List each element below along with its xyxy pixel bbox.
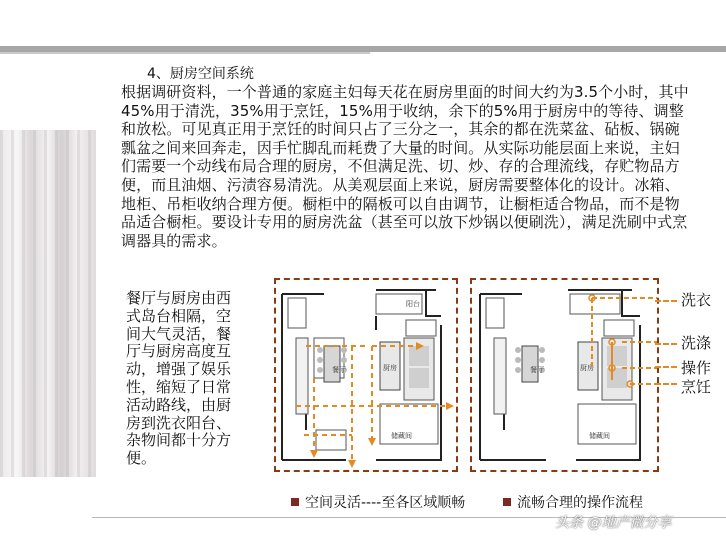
side-description: 餐厅与厨房由西式岛台相隔，空间大气灵活，餐厅与厨房高度互动，增强了娱乐性，缩短了日常活动路线，由厨房到洗衣阳台、杂物间都十分方便。 bbox=[126, 289, 232, 468]
section-title: 4、厨房空间系统 bbox=[147, 66, 254, 82]
flow-label-washing: 洗涤 bbox=[681, 334, 712, 352]
flow-label-laundry: 洗衣 bbox=[681, 291, 712, 309]
plan-left-balcony-label: 阳台 bbox=[406, 300, 420, 308]
caption-left-text: 空间灵活----至各区域顺畅 bbox=[305, 495, 466, 511]
curtain-folds bbox=[0, 130, 96, 477]
caption-right-text: 流畅合理的操作流程 bbox=[517, 495, 643, 511]
flow-arrow-washing bbox=[655, 343, 677, 345]
caption-left bbox=[291, 494, 465, 512]
plan-left-dining-label: 餐厅 bbox=[332, 366, 346, 374]
flow-arrow-operation bbox=[655, 366, 677, 368]
caption-right bbox=[503, 494, 643, 512]
plan-right-storage-label: 储藏间 bbox=[589, 432, 610, 440]
floor-plan-left bbox=[274, 278, 458, 472]
main-paragraph: 根据调研资料，一个普通的家庭主妇每天花在厨房里面的时间大约为3.5个小时，其中45%用于清洗，35%用于烹饪，15%用于收纳，余下的5%用于厨房中的等待、调整和放松。可见真正用于烹饪的时间只占了三分之一，其余的都在洗菜盆、砧板、锅碗瓢盆之间来回奔走，因手忙脚乱而耗费了大量的时间。从实际功能层面上来说，主妇们需要一个动线布局合理的厨房，不但满足洗、切、炒、存的合理流线，存贮物品方便，而且油烟、污渍容易清洗。从美观层面上来说，厨房需要整体化的设计。冰箱、地柜、吊柜收纳合理方便。橱柜中的隔板可以自由调节，让橱柜适合物品，而不是物品适合橱柜。要设计专用的厨房洗盆（甚至可以放下炒锅以便刷洗），满足洗刷中式烹调器具的需求。 bbox=[121, 83, 689, 250]
flow-label-cooking: 烹饪 bbox=[681, 378, 712, 396]
plan-right-dining-label: 餐厅 bbox=[530, 366, 544, 374]
caption-bullet-icon bbox=[503, 498, 511, 506]
plan-left-kitchen-label: 厨房 bbox=[383, 364, 397, 372]
flow-arrow-laundry bbox=[655, 300, 677, 302]
header-rule-secondary bbox=[0, 52, 370, 54]
flow-label-operation: 操作 bbox=[681, 359, 712, 377]
plan-left-storage-label: 储藏间 bbox=[391, 432, 412, 440]
plan-right-kitchen-label: 厨房 bbox=[580, 364, 594, 372]
watermark: 头条 @地产微分享 bbox=[555, 515, 672, 531]
caption-bullet-icon bbox=[291, 498, 299, 506]
flow-arrow-cooking bbox=[655, 383, 677, 385]
floor-plan-right bbox=[470, 278, 659, 472]
